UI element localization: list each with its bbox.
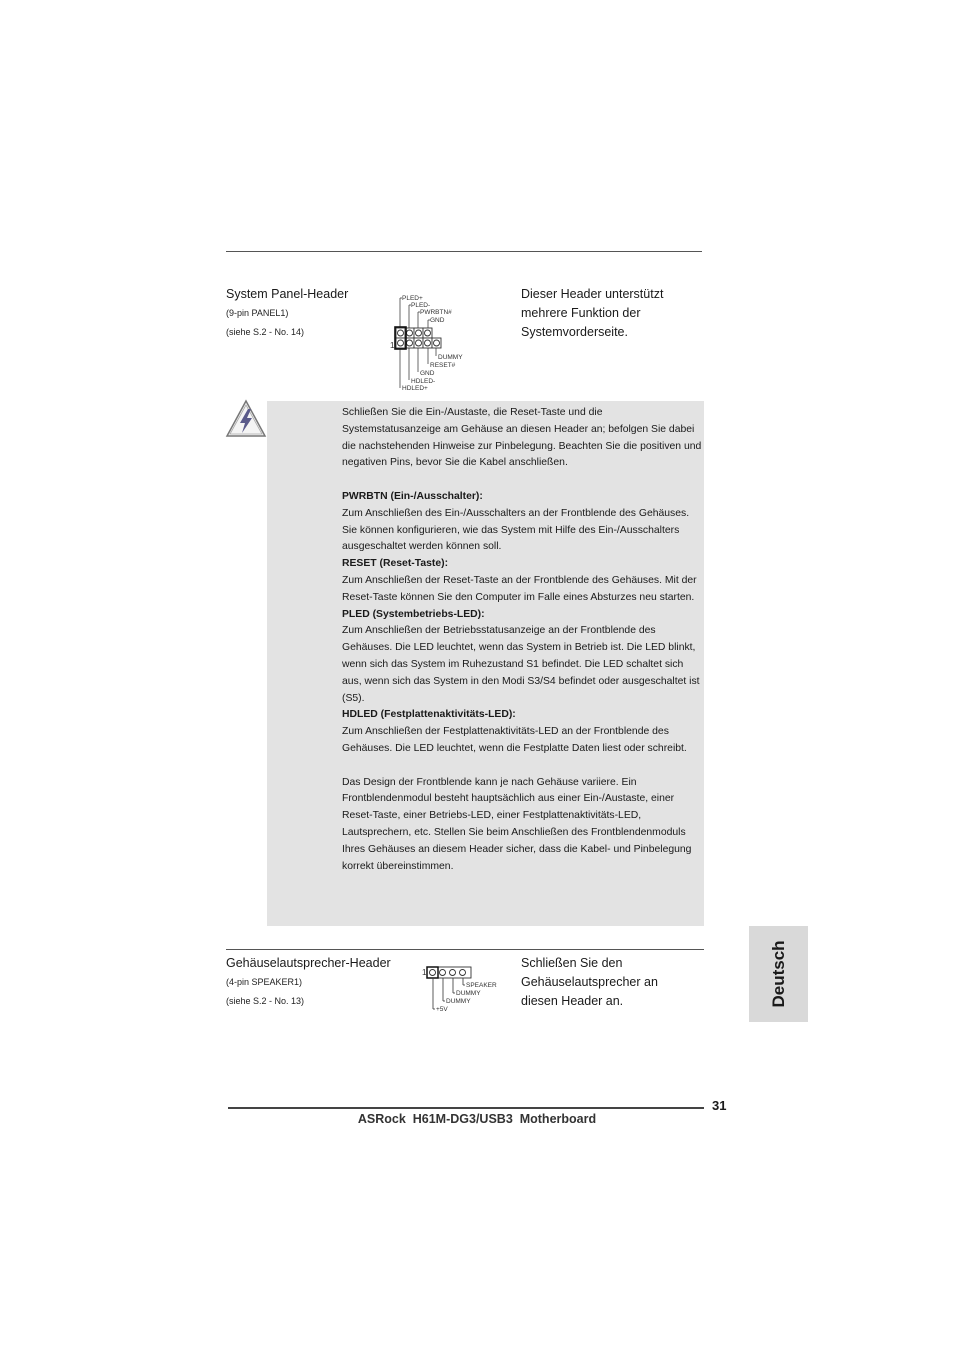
top-divider bbox=[226, 251, 702, 252]
footer-product: ASRock H61M-DG3/USB3 Motherboard bbox=[357, 1112, 597, 1126]
speaker-pin1-label: 1 bbox=[422, 968, 427, 977]
pwrbtn-text: Zum Anschließen des Ein-/Ausschalters an der Frontblende des Gehäuses. Sie können konfigurieren, wie das System mit Hilfe des Ein-/Ausschalters ausgeschaltet werden können soll. bbox=[342, 507, 690, 553]
label-speaker: SPEAKER bbox=[466, 982, 497, 989]
label-5v: +5V bbox=[436, 1006, 448, 1013]
panel-header-ref: (siehe S.2 - No. 14) bbox=[226, 327, 305, 337]
speaker-header-ref: (siehe S.2 - No. 13) bbox=[226, 996, 305, 1006]
panel-pin1-label: 1 bbox=[390, 341, 395, 350]
footer-rule bbox=[228, 1107, 704, 1109]
speaker-divider bbox=[226, 949, 704, 950]
language-side-tab bbox=[749, 926, 808, 1022]
speaker-header-diagram bbox=[421, 963, 501, 1013]
label-reset: RESET# bbox=[430, 362, 456, 369]
speaker-desc-line: Gehäuselautsprecher an bbox=[521, 975, 658, 989]
note-intro: Schließen Sie die Ein-/Austaste, die Reset-Taste und die Systemstatusanzeige am Gehäuse an diesen Header an; befolgen Sie dabei die nachstehenden Hinweise zur Pinbelegung. Beachten Sie die positiven und negativen Pins, bevor Sie die Kabel anschließen. bbox=[342, 407, 702, 469]
speaker-header-description bbox=[521, 954, 658, 1011]
panel-desc-line: Systemvorderseite. bbox=[521, 325, 628, 339]
page-number: 31 bbox=[712, 1098, 727, 1113]
label-hdled-minus: HDLED- bbox=[411, 378, 436, 385]
label-dummy: DUMMY bbox=[438, 354, 463, 361]
hdled-text: Zum Anschließen der Festplattenaktivitäts-LED an der Frontblende des Gehäuses. Die LED leuchtet, wenn die Festplatte Daten liest oder schreibt. bbox=[342, 726, 687, 754]
warning-triangle-icon bbox=[225, 399, 267, 439]
label-dummy-2: DUMMY bbox=[446, 998, 471, 1005]
panel-header-diagram bbox=[388, 290, 488, 392]
reset-text: Zum Anschließen der Reset-Taste an der Frontblende des Gehäuses. Mit der Reset-Taste können Sie den Computer im Falle eines Absturzes neu starten. bbox=[342, 574, 697, 603]
panel-header-description bbox=[521, 285, 663, 342]
note-text bbox=[342, 405, 704, 875]
pled-text: Zum Anschließen der Betriebsstatusanzeige an der Frontblende des Gehäuses. Die LED leuchtet, wenn das System in Betrieb ist. Die LED blinkt, wenn sich das System im Ruhezustand S1 befindet. Die LED schaltet sich aus, wenn sich das System in den Modi S3/S4 befindet oder ausgeschaltet ist (S5). bbox=[342, 625, 700, 704]
language-side-tab-label: Deutsch bbox=[768, 940, 788, 1008]
label-gnd-top: GND bbox=[430, 317, 445, 324]
speaker-desc-line: diesen Header an. bbox=[521, 994, 624, 1008]
label-pled-plus: PLED+ bbox=[402, 295, 423, 302]
hdled-heading: HDLED (Festplattenaktivitäts-LED): bbox=[342, 709, 516, 721]
label-gnd-bottom: GND bbox=[420, 370, 435, 377]
speaker-desc-line: Schließen Sie den bbox=[521, 956, 623, 970]
label-dummy-1: DUMMY bbox=[456, 990, 481, 997]
panel-desc-line: Dieser Header unterstützt bbox=[521, 287, 664, 301]
pwrbtn-heading: PWRBTN (Ein-/Ausschalter): bbox=[342, 490, 483, 502]
pled-heading: PLED (Systembetriebs-LED): bbox=[342, 608, 485, 620]
reset-heading: RESET (Reset-Taste): bbox=[342, 558, 449, 570]
label-hdled-plus: HDLED+ bbox=[402, 385, 428, 392]
panel-header-title: System Panel-Header bbox=[226, 287, 349, 301]
note-outro: Das Design der Frontblende kann je nach Gehäuse variiere. Ein Frontblendenmodul besteht hauptsächlich aus einer Ein-/Austaste, einer Reset-Taste, einer Betriebs-LED, einer Festplattenaktivitäts-LED, Lautsprechern, etc. Stellen Sie beim Anschließen des Frontblendenmoduls Ihres Gehäuses an diesem Header sicher, dass die Kabel- und Pinbelegung korrekt übereinstimmen. bbox=[342, 776, 692, 872]
speaker-header-title: Gehäuselautsprecher-Header bbox=[226, 956, 391, 970]
label-pled-minus: PLED- bbox=[411, 302, 431, 309]
panel-header-pin: (9-pin PANEL1) bbox=[226, 308, 289, 318]
label-pwrbtn: PWRBTN# bbox=[420, 309, 452, 316]
speaker-header-pin: (4-pin SPEAKER1) bbox=[226, 977, 303, 987]
panel-desc-line: mehrere Funktion der bbox=[521, 306, 641, 320]
